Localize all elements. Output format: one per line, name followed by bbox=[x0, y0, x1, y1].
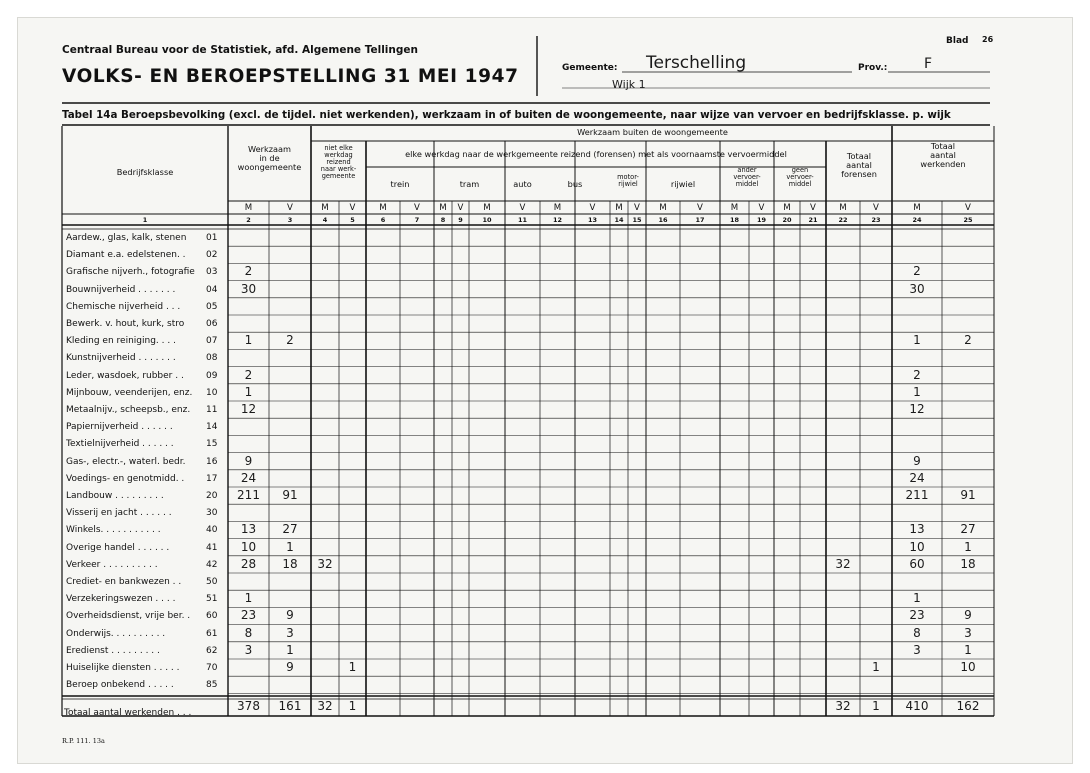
row-label: Chemische nijverheid . . . bbox=[66, 301, 181, 312]
row-label: Papiernijverheid . . . . . . bbox=[66, 422, 173, 433]
cell-value: 91 bbox=[960, 488, 976, 502]
cell-value: 24 bbox=[909, 470, 925, 485]
row-code: 70 bbox=[206, 663, 218, 673]
row-label: Metaalnijv., scheepsb., enz. bbox=[66, 405, 191, 415]
row-label: Landbouw . . . . . . . . . bbox=[66, 491, 164, 501]
cell-value: 1 bbox=[913, 384, 921, 399]
row-code: 61 bbox=[206, 628, 218, 639]
row-code: 15 bbox=[206, 439, 218, 450]
header-transport-4: motor- rijwiel bbox=[617, 173, 639, 188]
header-mv-4: M bbox=[321, 203, 329, 213]
header-transport-3: bus bbox=[567, 179, 583, 189]
header-mv-14: M bbox=[615, 203, 623, 213]
row-label: Kleding en reiniging. . . . bbox=[66, 336, 176, 347]
cell-value: 2 bbox=[244, 264, 253, 279]
col-number-18: 18 bbox=[729, 216, 740, 224]
cell-value: 2 bbox=[913, 264, 921, 279]
row-code: 10 bbox=[206, 387, 218, 398]
cell-value: 1 bbox=[244, 384, 253, 399]
cell-value: 23 bbox=[240, 608, 257, 623]
cell-value: 1 bbox=[286, 539, 294, 554]
header-transport-7: geen vervoer- middel bbox=[786, 166, 814, 188]
cell-value: 9 bbox=[913, 453, 921, 468]
cell-value: 10 bbox=[240, 539, 257, 554]
cell-value: 13 bbox=[909, 522, 925, 537]
row-code: 40 bbox=[206, 525, 218, 536]
header-totaal-werkenden: Totaal aantal werkenden bbox=[920, 141, 966, 169]
header-mv-20: M bbox=[783, 203, 791, 213]
header-mv-2: M bbox=[244, 203, 253, 213]
row-code: 07 bbox=[206, 336, 218, 347]
header-transport-1: tram bbox=[459, 179, 480, 189]
gemeente-label: Gemeente: bbox=[562, 63, 618, 73]
col-number-19: 19 bbox=[756, 216, 767, 224]
col-number-10: 10 bbox=[482, 216, 492, 224]
col-number-21: 21 bbox=[808, 216, 818, 224]
cell-value: 8 bbox=[244, 625, 253, 640]
row-code: 17 bbox=[206, 473, 218, 484]
row-label: Huiselijke diensten . . . . . bbox=[66, 663, 180, 673]
col-number-5: 5 bbox=[350, 216, 355, 224]
bureau-name: Centraal Bureau voor de Statistiek, afd. Algemene Tellingen bbox=[62, 44, 418, 56]
total-value: 410 bbox=[905, 699, 929, 713]
cell-value: 2 bbox=[913, 367, 921, 382]
row-code: 06 bbox=[206, 319, 218, 329]
col-number-2: 2 bbox=[246, 216, 251, 224]
form-title: VOLKS- EN BEROEPSTELLING 31 MEI 1947 bbox=[62, 66, 519, 87]
row-code: 11 bbox=[206, 405, 218, 415]
row-label: Voedings- en genotmidd. . bbox=[66, 473, 185, 484]
header-mv-8: M bbox=[439, 203, 447, 213]
row-code: 02 bbox=[206, 250, 218, 261]
row-code: 20 bbox=[206, 491, 218, 501]
cell-value: 1 bbox=[348, 660, 357, 674]
row-label: Grafische nijverh., fotografie bbox=[66, 267, 195, 278]
header-elke-werkdag: elke werkdag naar de werkgemeente reizend (forensen) met als voornaamste vervoermiddel bbox=[405, 149, 787, 159]
header-mv-15: V bbox=[634, 203, 640, 213]
col-number-22: 22 bbox=[838, 216, 848, 224]
row-label: Beroep onbekend . . . . . bbox=[66, 680, 174, 691]
cell-value: 18 bbox=[960, 556, 976, 571]
header-mv-22: M bbox=[839, 203, 847, 213]
header-totaal-forensen: Totaal aantal forensen bbox=[841, 151, 877, 179]
cell-value: 18 bbox=[282, 556, 298, 571]
row-code: 41 bbox=[206, 542, 218, 553]
col-number-8: 8 bbox=[440, 216, 446, 224]
row-code: 04 bbox=[206, 284, 218, 295]
cell-value: 30 bbox=[909, 281, 925, 296]
header-transport-0: trein bbox=[390, 179, 410, 189]
total-value: 32 bbox=[835, 699, 851, 713]
cell-value: 9 bbox=[964, 608, 972, 623]
col-number-4: 4 bbox=[322, 216, 328, 224]
totals-label: Totaal aantal werkenden . . . bbox=[64, 708, 192, 718]
prov-value: F bbox=[924, 56, 933, 72]
gemeente-value: Terschelling bbox=[646, 53, 747, 73]
row-code: 14 bbox=[206, 422, 218, 433]
header-mv-5: V bbox=[349, 203, 356, 213]
row-label: Leder, wasdoek, rubber . . bbox=[66, 370, 184, 381]
cell-value: 3 bbox=[286, 625, 294, 640]
cell-value: 1 bbox=[286, 642, 294, 657]
cell-value: 10 bbox=[960, 660, 976, 674]
total-value: 32 bbox=[317, 699, 333, 713]
cell-value: 91 bbox=[282, 488, 298, 502]
row-label: Aardew., glas, kalk, stenen bbox=[66, 233, 187, 243]
cell-value: 32 bbox=[317, 556, 333, 571]
col-number-1: 1 bbox=[142, 216, 148, 224]
cell-value: 10 bbox=[909, 539, 925, 554]
cell-value: 1 bbox=[913, 333, 921, 348]
row-code: 05 bbox=[206, 301, 218, 312]
header-mv-3: V bbox=[287, 203, 293, 213]
col-number-25: 25 bbox=[963, 216, 973, 224]
col-number-20: 20 bbox=[782, 216, 792, 224]
cell-value: 3 bbox=[913, 642, 921, 657]
prov-label: Prov.: bbox=[858, 63, 888, 73]
col-number-7: 7 bbox=[414, 216, 420, 224]
col-number-3: 3 bbox=[287, 216, 293, 224]
wijk-value: Wijk 1 bbox=[612, 78, 646, 91]
cell-value: 8 bbox=[913, 625, 921, 640]
col-number-24: 24 bbox=[912, 216, 922, 224]
cell-value: 2 bbox=[244, 367, 253, 382]
cell-value: 30 bbox=[240, 281, 257, 296]
cell-value: 1 bbox=[964, 539, 972, 554]
col-number-15: 15 bbox=[632, 216, 642, 224]
col-number-14: 14 bbox=[614, 216, 624, 224]
total-value: 378 bbox=[237, 699, 260, 713]
cell-value: 13 bbox=[240, 522, 257, 537]
row-label: Onderwijs. . . . . . . . . . bbox=[66, 628, 166, 639]
row-code: 51 bbox=[206, 594, 218, 605]
cell-value: 3 bbox=[964, 625, 972, 640]
cell-value: 3 bbox=[244, 642, 253, 657]
row-label: Overheidsdienst, vrije ber. . bbox=[66, 611, 191, 622]
col-number-23: 23 bbox=[871, 216, 881, 224]
row-label: Mijnbouw, veenderijen, enz. bbox=[66, 387, 193, 398]
row-label: Textielnijverheid . . . . . . bbox=[66, 439, 174, 450]
total-value: 162 bbox=[956, 699, 980, 713]
cell-value: 1 bbox=[913, 591, 921, 606]
header-mv-18: M bbox=[730, 203, 739, 213]
row-label: Eredienst . . . . . . . . . bbox=[66, 645, 160, 656]
cell-value: 211 bbox=[237, 488, 260, 502]
header-werkzaam-buiten: Werkzaam buiten de woongemeente bbox=[577, 127, 728, 137]
header-mv-17: V bbox=[697, 203, 703, 213]
row-code: 60 bbox=[206, 611, 218, 622]
table-title: Tabel 14a Beroepsbevolking (excl. de tijdel. niet werkenden), werkzaam in of buiten de woongemeente, naar wijze van vervoer en bedrijfsklasse. p. wijk bbox=[62, 109, 951, 121]
row-code: 50 bbox=[206, 577, 218, 587]
cell-value: 23 bbox=[909, 608, 925, 623]
row-label: Verzekeringswezen . . . . bbox=[66, 594, 176, 605]
col-number-11: 11 bbox=[517, 216, 528, 224]
cell-value: 2 bbox=[964, 333, 972, 348]
header-mv-19: V bbox=[758, 203, 765, 213]
row-label: Gas-, electr.-, waterl. bedr. bbox=[66, 456, 186, 467]
cell-value: 9 bbox=[286, 660, 294, 674]
cell-value: 9 bbox=[244, 453, 253, 468]
row-code: 62 bbox=[206, 645, 218, 656]
header-transport-6: ander vervoer- middel bbox=[733, 166, 761, 188]
row-code: 01 bbox=[206, 233, 218, 243]
total-value: 161 bbox=[278, 699, 302, 713]
header-mv-21: V bbox=[810, 203, 816, 213]
header-mv-24: M bbox=[913, 203, 921, 213]
row-label: Diamant e.a. edelstenen. . bbox=[66, 250, 186, 261]
row-code: 16 bbox=[206, 456, 218, 467]
header-mv-11: V bbox=[519, 203, 526, 213]
total-value: 1 bbox=[872, 699, 880, 713]
col-number-13: 13 bbox=[587, 216, 598, 224]
col-number-16: 16 bbox=[658, 216, 668, 224]
cell-value: 2 bbox=[286, 333, 294, 348]
header-mv-9: V bbox=[457, 203, 464, 213]
row-label: Winkels. . . . . . . . . . . bbox=[66, 525, 161, 536]
row-label: Crediet- en bankwezen . . bbox=[66, 577, 182, 587]
row-code: 42 bbox=[206, 559, 218, 570]
row-label: Kunstnijverheid . . . . . . . bbox=[66, 353, 176, 364]
row-label: Bewerk. v. hout, kurk, stro bbox=[66, 319, 185, 329]
cell-value: 1 bbox=[244, 591, 253, 606]
header-transport-2: auto bbox=[513, 179, 532, 189]
cell-value: 32 bbox=[835, 556, 851, 571]
header-mv-23: V bbox=[873, 203, 879, 213]
col-number-6: 6 bbox=[380, 216, 386, 224]
total-value: 1 bbox=[348, 699, 357, 713]
cell-value: 60 bbox=[909, 556, 925, 571]
row-code: 08 bbox=[206, 353, 218, 364]
cell-value: 1 bbox=[244, 333, 253, 348]
blad-label: Blad bbox=[946, 36, 969, 46]
header-transport-5: rijwiel bbox=[670, 179, 696, 189]
header-mv-13: V bbox=[589, 203, 596, 213]
header-werkzaam-in: Werkzaam in de woongemeente bbox=[237, 144, 302, 172]
cell-value: 27 bbox=[960, 522, 976, 537]
cell-value: 12 bbox=[240, 402, 257, 416]
header-mv-6: M bbox=[379, 203, 387, 213]
header-niet-elke: niet elke werkdag reizend naar werk- gemeente bbox=[320, 144, 357, 180]
row-label: Overige handel . . . . . . bbox=[66, 542, 170, 553]
form-code: R.P. 111. 13a bbox=[62, 737, 105, 745]
cell-value: 1 bbox=[964, 642, 972, 657]
header-mv-10: M bbox=[483, 203, 491, 213]
cell-value: 27 bbox=[282, 522, 298, 537]
cell-value: 1 bbox=[872, 660, 880, 674]
header-bedrijfsklasse: Bedrijfsklasse bbox=[116, 167, 174, 177]
cell-value: 9 bbox=[286, 608, 294, 623]
cell-value: 211 bbox=[905, 488, 929, 502]
cell-value: 28 bbox=[240, 556, 257, 571]
header-mv-16: M bbox=[659, 203, 667, 213]
row-label: Visserij en jacht . . . . . . bbox=[66, 508, 172, 519]
row-code: 03 bbox=[206, 267, 218, 278]
cell-value: 12 bbox=[909, 402, 925, 416]
blad-number: 26 bbox=[982, 35, 994, 44]
cell-value: 24 bbox=[240, 470, 257, 485]
col-number-17: 17 bbox=[695, 216, 705, 224]
row-code: 85 bbox=[206, 680, 218, 691]
row-label: Verkeer . . . . . . . . . . bbox=[66, 559, 158, 570]
row-code: 30 bbox=[206, 508, 218, 519]
row-code: 09 bbox=[206, 370, 218, 381]
header-mv-25: V bbox=[965, 203, 971, 213]
row-label: Bouwnijverheid . . . . . . . bbox=[66, 284, 176, 295]
header-mv-12: M bbox=[553, 203, 562, 213]
header-mv-7: V bbox=[414, 203, 420, 213]
col-number-12: 12 bbox=[552, 216, 563, 224]
col-number-9: 9 bbox=[458, 216, 463, 224]
